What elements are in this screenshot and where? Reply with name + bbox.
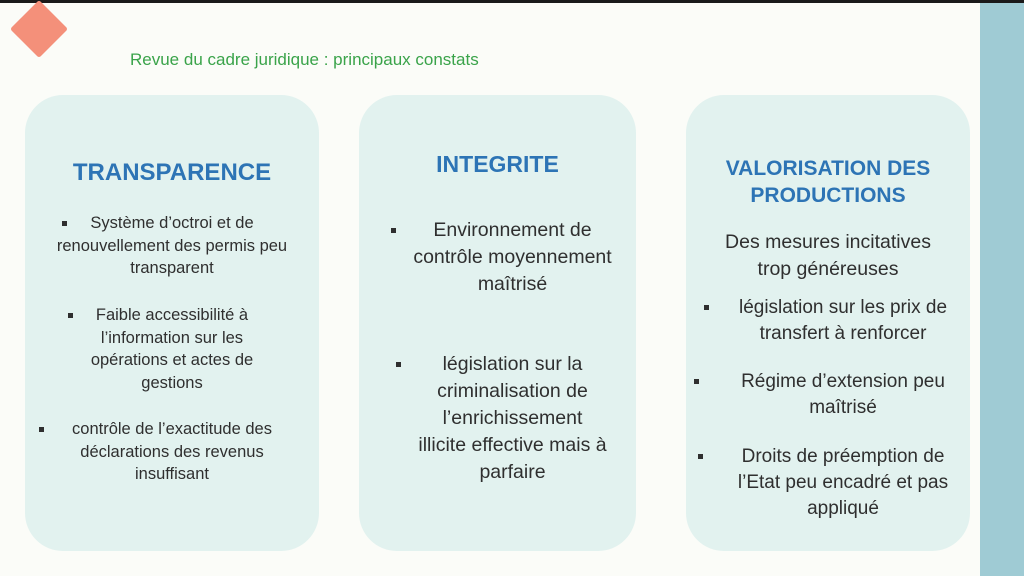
bullet-item: [25, 418, 319, 486]
intro-text: [686, 229, 970, 283]
bullet-item: [359, 351, 636, 486]
card-valorisation: [686, 95, 970, 551]
bullet-item: [25, 304, 319, 394]
bullet-item: [25, 212, 319, 280]
bullet-item: [359, 217, 636, 298]
slide-title: Revue du cadre juridique : principaux constats: [130, 50, 479, 69]
bullet-item: [686, 295, 970, 347]
bullet-marker: [396, 362, 401, 367]
bullet-text: Faible accessibilité à l’information sur les opérations et actes de gestions: [90, 306, 254, 392]
bullet-marker: [39, 427, 44, 432]
bullet-marker: [698, 454, 703, 459]
bullet-item: [686, 444, 970, 522]
bullet-text: législation sur la criminalisation de l’enrichissement illicite effective mais à parfaire: [418, 353, 607, 483]
card-title: INTEGRITE: [436, 151, 559, 177]
bullet-marker: [391, 228, 396, 233]
bullet-marker: [68, 313, 73, 318]
top-border: [0, 0, 1024, 3]
bullet-text: Environnement de contrôle moyennement maîtrisé: [413, 219, 612, 295]
bullet-text: Système d’octroi et de renouvellement des permis peu transparent: [56, 214, 288, 277]
bullet-text: législation sur les prix de transfert à renforcer: [738, 297, 948, 344]
bullet-text: contrôle de l’exactitude des déclarations des revenus insuffisant: [72, 420, 272, 483]
bullet-item: [686, 369, 970, 421]
bullet-text: Droits de préemption de l’Etat peu encadré et pas appliqué: [737, 446, 949, 519]
card-title: VALORISATION DES PRODUCTIONS: [725, 157, 931, 207]
diamond-decoration: [10, 0, 68, 58]
bullet-text: Régime d’extension peu maîtrisé: [741, 371, 945, 418]
bullet-marker: [704, 305, 709, 310]
bullet-marker: [694, 379, 699, 384]
bullet-marker: [62, 221, 67, 226]
card-transparence: [25, 95, 319, 551]
side-decoration-bar: [980, 3, 1024, 576]
card-title: TRANSPARENCE: [72, 159, 272, 186]
card-integrite: [359, 95, 636, 551]
intro-text-content: Des mesures incitatives trop généreuses: [725, 231, 931, 280]
